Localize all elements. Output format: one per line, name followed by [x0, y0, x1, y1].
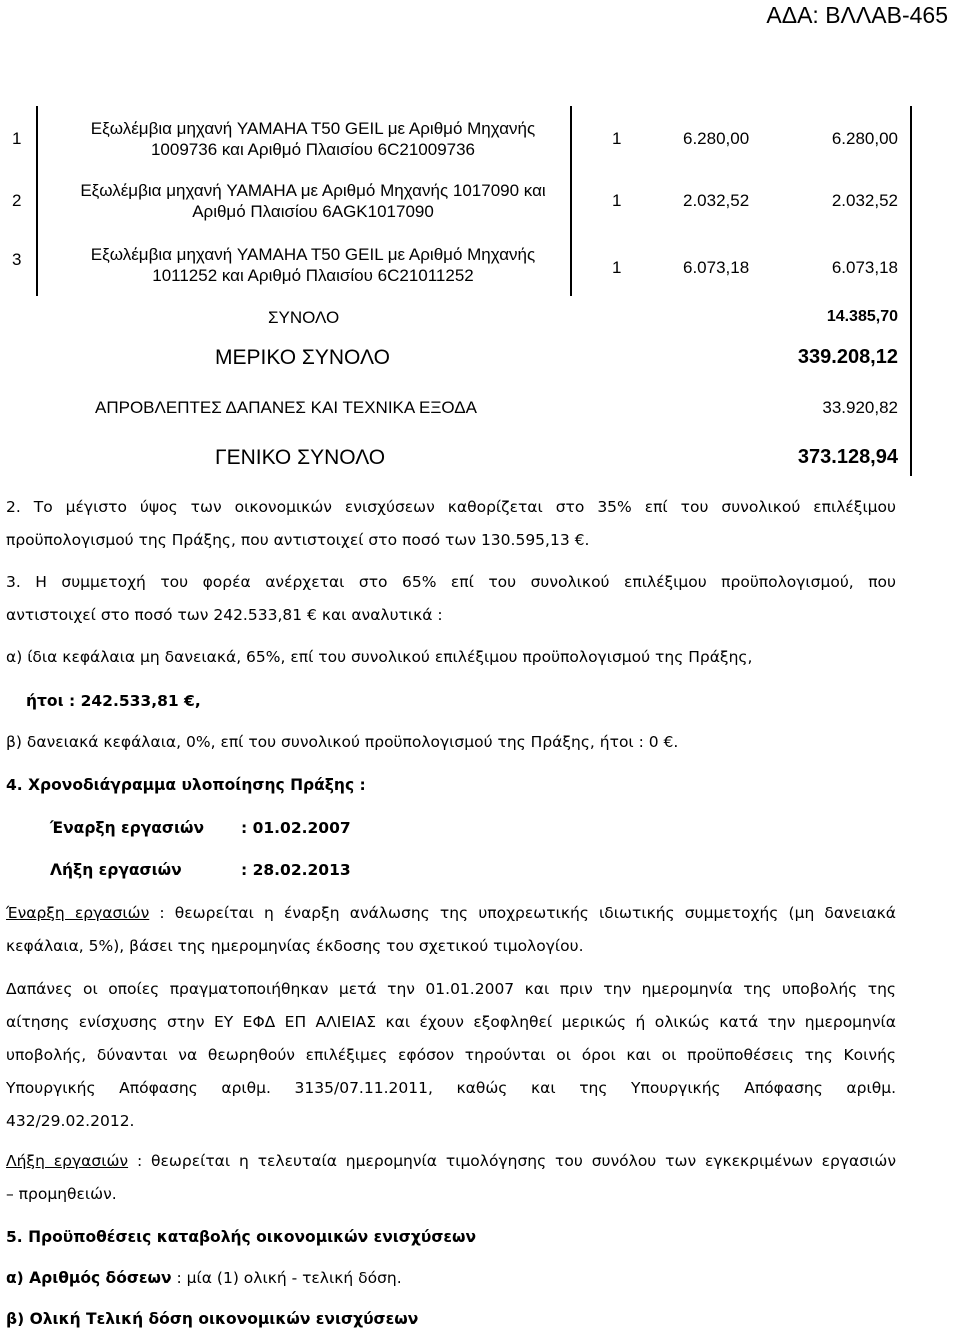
expenses-line-4: Υπουργικής Απόφασης αριθμ. 3135/07.11.2011, καθώς και της Υπουργικής Απόφασης αριθμ. — [6, 1079, 896, 1097]
row-number: 2 — [12, 191, 22, 210]
section-2-line-2: προϋπολογισμού της Πράξης, που αντιστοιχεί στο ποσό των 130.595,13 €. — [6, 531, 590, 549]
own-capital-amount: ήτοι : 242.533,81 €, — [26, 692, 201, 710]
start-date-value: : 01.02.2007 — [241, 819, 351, 837]
end-date-label: Λήξη εργασιών — [50, 861, 182, 879]
row-price: 6.073,18 — [683, 258, 750, 277]
synolo-value: 14.385,70 — [826, 308, 898, 325]
end-definition-line-1: Λήξη εργασιών : θεωρείται η τελευταία ημερομηνία τιμολόγησης του συνόλου των εγκεκριμένων εργασιών — [6, 1152, 896, 1170]
row-total: 6.073,18 — [831, 258, 898, 277]
start-definition-line-2: κεφάλαια, 5%), βάσει της ημερομηνίας έκδοσης του σχετικού τιμολογίου. — [6, 937, 584, 955]
section-3-line-2: αντιστοιχεί στο ποσό των 242.533,81 € και αναλυτικά : — [6, 606, 443, 624]
row-description: Εξωλέμβια μηχανή YAMAHA με Αριθμό Μηχανής 1017090 και Αριθμό Πλαισίου 6AGK1017090 — [80, 181, 546, 221]
row-description: Εξωλέμβια μηχανή YAMAHA T50 GEIL με Αριθμό Μηχανής 1009736 και Αριθμό Πλαισίου 6C21009736 — [90, 119, 536, 159]
row-quantity: 1 — [612, 258, 622, 277]
expenses-line-5: 432/29.02.2012. — [6, 1112, 135, 1130]
section-5a-label: α) Αριθμός δόσεων — [6, 1269, 172, 1287]
start-definition-term: Έναρξη εργασιών — [6, 904, 150, 922]
row-price: 6.280,00 — [683, 129, 750, 148]
section-3-line-1: 3. Η συμμετοχή του φορέα ανέρχεται στο 65% επί του συνολικού επιλέξιμου προϋπολογισμού, που — [6, 573, 896, 591]
row-total: 6.280,00 — [831, 129, 898, 148]
row-price: 2.032,52 — [683, 191, 750, 210]
aprovlepta-label: ΑΠΡΟΒΛΕΠΤΕΣ ΔΑΠΑΝΕΣ ΚΑΙ ΤΕΧΝΙΚΑ ΕΞΟΔΑ — [95, 398, 477, 417]
end-definition-term: Λήξη εργασιών — [6, 1152, 129, 1170]
start-date-label: Έναρξη εργασιών — [50, 819, 205, 837]
section-5a-line: α) Αριθμός δόσεων : μία (1) ολική - τελική δόση. — [6, 1269, 402, 1287]
synolo-label: ΣΥΝΟΛΟ — [268, 308, 340, 327]
meriko-value: 339.208,12 — [797, 346, 898, 368]
expenses-line-2: αίτησης ενίσχυσης στην ΕΥ ΕΦΔ ΕΠ ΑΛΙΕΙΑΣ και έχουν εξοφληθεί μερικώς ή ολικώς κατά την ημερομηνία — [6, 1013, 896, 1031]
section-4-title: 4. Χρονοδιάγραμμα υλοποίησης Πράξης : — [6, 776, 366, 794]
row-number: 3 — [12, 250, 22, 269]
meriko-label: ΜΕΡΙΚΟ ΣΥΝΟΛΟ — [215, 346, 390, 369]
ada-header: ΑΔΑ: ΒΛΛΑΒ-465 — [766, 2, 948, 28]
geniko-value: 373.128,94 — [797, 446, 898, 468]
section-5-title: 5. Προϋποθέσεις καταβολής οικονομικών ενισχύσεων — [6, 1228, 477, 1246]
document-body — [6, 0, 896, 1333]
row-quantity: 1 — [612, 191, 622, 210]
expenses-line-3: υποβολής, δύνανται να θεωρηθούν επιλέξιμες εφόσον τηρούνται οι όροι και οι προϋποθέσεις της Κοινής — [6, 1046, 896, 1064]
aprovlepta-value: 33.920,82 — [822, 398, 898, 417]
section-5b-title: β) Ολική Τελική δόση οικονομικών ενισχύσεων — [6, 1310, 419, 1328]
row-total: 2.032,52 — [831, 191, 898, 210]
own-capital-line: α) ίδια κεφάλαια μη δανειακά, 65%, επί του συνολικού επιλέξιμου προϋπολογισμού της Πράξης, — [6, 648, 753, 666]
expenses-line-1: Δαπάνες οι οποίες πραγματοποιήθηκαν μετά την 01.01.2007 και πριν την ημερομηνία της υποβολής της — [6, 980, 896, 998]
end-definition-line-2: – προμηθειών. — [6, 1185, 117, 1203]
end-date-value: : 28.02.2013 — [241, 861, 351, 879]
start-definition-line-1: Έναρξη εργασιών : θεωρείται η έναρξη ανάλωσης της υποχρεωτικής ιδιωτικής συμμετοχής (μη δανειακά — [6, 904, 896, 922]
row-quantity: 1 — [612, 129, 622, 148]
row-description: Εξωλέμβια μηχανή YAMAHA T50 GEIL με Αριθμό Μηχανής 1011252 και Αριθμό Πλαισίου 6C21011252 — [90, 245, 536, 285]
row-number: 1 — [12, 129, 22, 148]
section-2-line-1: 2. Το μέγιστο ύψος των οικονομικών ενισχύσεων καθορίζεται στο 35% επί του συνολικού επιλέξιμου — [6, 498, 896, 516]
geniko-label: ΓΕΝΙΚΟ ΣΥΝΟΛΟ — [215, 446, 386, 469]
loan-capital-line: β) δανειακά κεφάλαια, 0%, επί του συνολικού προϋπολογισμού της Πράξης, ήτοι : 0 €. — [6, 733, 679, 751]
